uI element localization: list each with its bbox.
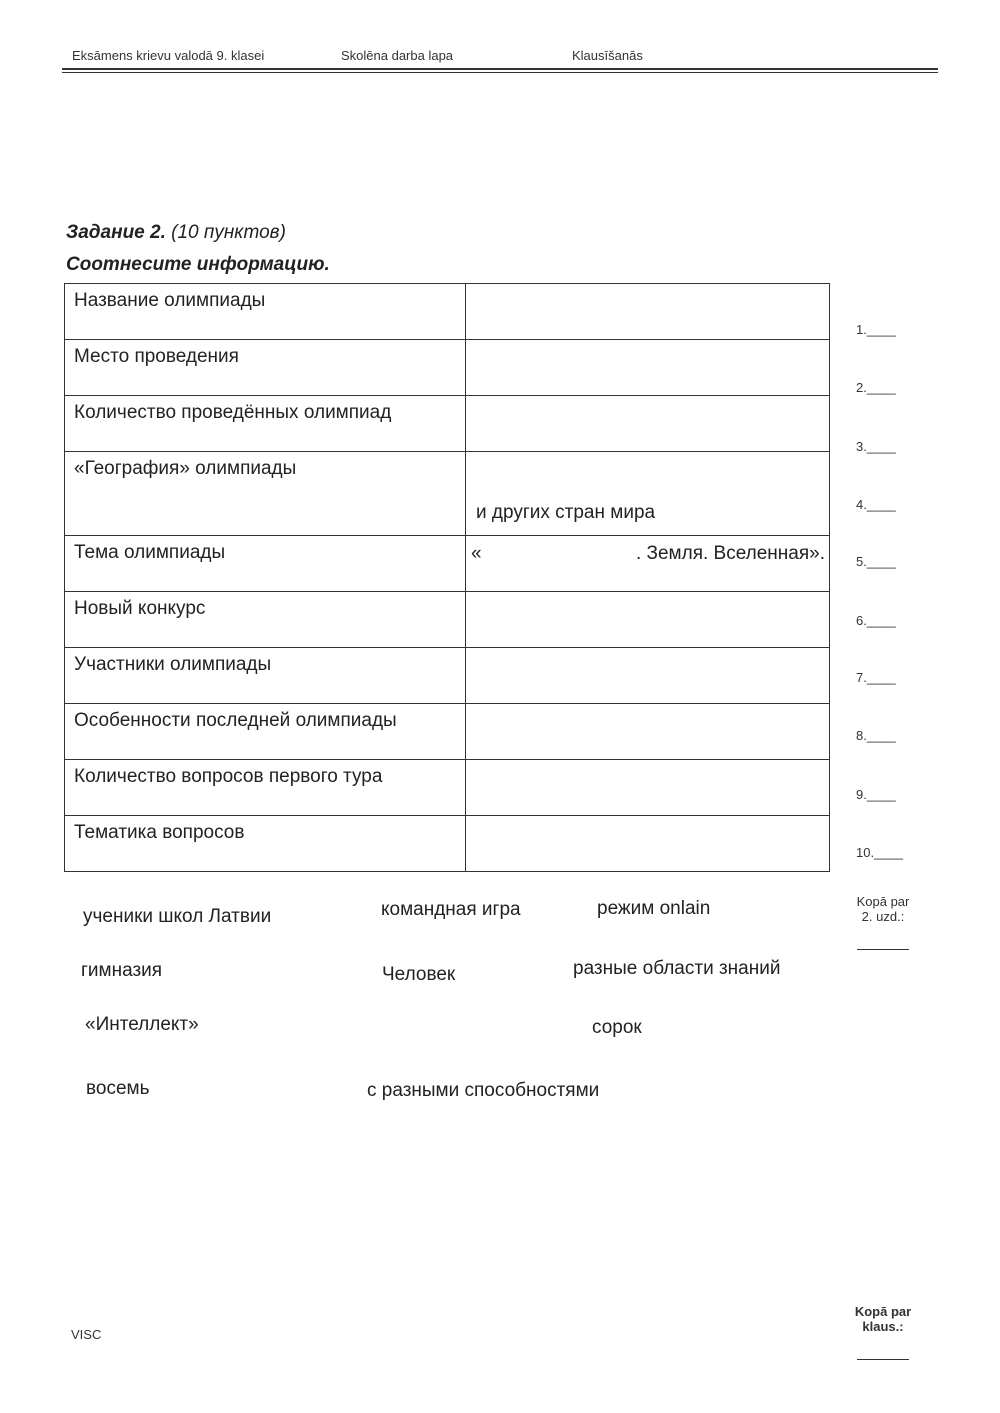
- task-instruction: Соотнесите информацию.: [66, 254, 330, 275]
- header-exam-title: Eksāmens krievu valodā 9. klasei: [72, 48, 265, 63]
- answer-cell[interactable]: [466, 760, 830, 816]
- header-rule-thin: [62, 72, 938, 73]
- answer-number-6[interactable]: 6.____: [856, 613, 896, 628]
- word-bank-item[interactable]: Человек: [382, 964, 456, 985]
- answer-number-2[interactable]: 2.____: [856, 380, 896, 395]
- task-total-blank[interactable]: [857, 949, 909, 950]
- row-question: Место проведения: [65, 340, 466, 396]
- row-question: Особенности последней олимпиады: [65, 704, 466, 760]
- answer-hint-suffix: . Земля. Вселенная».: [635, 543, 825, 564]
- row-question: Новый конкурс: [65, 592, 466, 648]
- answer-number-9[interactable]: 9.____: [856, 787, 896, 802]
- task-total-line1: Kopā par: [856, 894, 910, 909]
- table-row: [65, 340, 830, 396]
- word-bank-item[interactable]: режим onlain: [597, 898, 711, 919]
- listening-total-label: [847, 1304, 919, 1334]
- table-row: [65, 452, 830, 536]
- answer-cell[interactable]: [466, 340, 830, 396]
- table-row: [65, 648, 830, 704]
- row-question: Участники олимпиады: [65, 648, 466, 704]
- table-row: [65, 284, 830, 340]
- answer-number-1[interactable]: 1.____: [856, 322, 896, 337]
- task-title: [66, 222, 286, 244]
- word-bank-item[interactable]: разные области знаний: [573, 958, 781, 979]
- task-total-label: [847, 894, 919, 924]
- answer-cell[interactable]: [466, 648, 830, 704]
- listening-total-line2: klaus.:: [862, 1319, 904, 1334]
- answer-cell[interactable]: [466, 452, 830, 536]
- task-number: Задание 2.: [66, 222, 166, 243]
- table-row: [65, 816, 830, 872]
- answer-number-10[interactable]: 10.____: [856, 845, 903, 860]
- answer-cell[interactable]: [466, 284, 830, 340]
- row-question: «География» олимпиады: [65, 452, 466, 536]
- answer-hint-open-quote: «: [471, 543, 482, 564]
- answer-cell[interactable]: [466, 396, 830, 452]
- row-question: Тема олимпиады: [65, 536, 466, 592]
- answer-cell[interactable]: [466, 816, 830, 872]
- word-bank-item[interactable]: сорок: [592, 1017, 642, 1038]
- answer-number-4[interactable]: 4.____: [856, 497, 896, 512]
- listening-total-blank[interactable]: [857, 1359, 909, 1360]
- answer-number-8[interactable]: 8.____: [856, 728, 896, 743]
- footer-org: VISC: [71, 1327, 102, 1342]
- row-question: Название олимпиады: [65, 284, 466, 340]
- answer-number-7[interactable]: 7.____: [856, 670, 896, 685]
- word-bank-item[interactable]: восемь: [86, 1078, 150, 1099]
- header-worksheet-label: Skolēna darba lapa: [341, 48, 454, 63]
- task-total-line2: 2. uzd.:: [861, 909, 905, 924]
- answer-cell[interactable]: [466, 704, 830, 760]
- answer-number-3[interactable]: 3.____: [856, 439, 896, 454]
- task-points: (10 пунктов): [165, 222, 286, 243]
- word-bank-item[interactable]: с разными способностями: [367, 1080, 600, 1101]
- table-row: [65, 396, 830, 452]
- word-bank-item[interactable]: командная игра: [381, 899, 521, 920]
- table-row: [65, 704, 830, 760]
- answer-cell[interactable]: [466, 592, 830, 648]
- listening-total-line1: Kopā par: [854, 1304, 912, 1319]
- row-question: Количество проведённых олимпиад: [65, 396, 466, 452]
- word-bank-item[interactable]: «Интеллект»: [85, 1014, 199, 1035]
- answer-cell[interactable]: [466, 536, 830, 592]
- table-row: [65, 760, 830, 816]
- table-row: [65, 592, 830, 648]
- answer-hint: и других стран мира: [476, 502, 656, 523]
- answer-number-5[interactable]: 5.____: [856, 554, 896, 569]
- word-bank-item[interactable]: ученики школ Латвии: [83, 906, 272, 927]
- row-question: Тематика вопросов: [65, 816, 466, 872]
- row-question: Количество вопросов первого тура: [65, 760, 466, 816]
- header-section-label: Klausīšanās: [572, 48, 643, 63]
- word-bank-item[interactable]: гимназия: [81, 960, 163, 981]
- header-rule-thick: [62, 68, 938, 70]
- table-row: [65, 536, 830, 592]
- matching-table: [64, 283, 830, 872]
